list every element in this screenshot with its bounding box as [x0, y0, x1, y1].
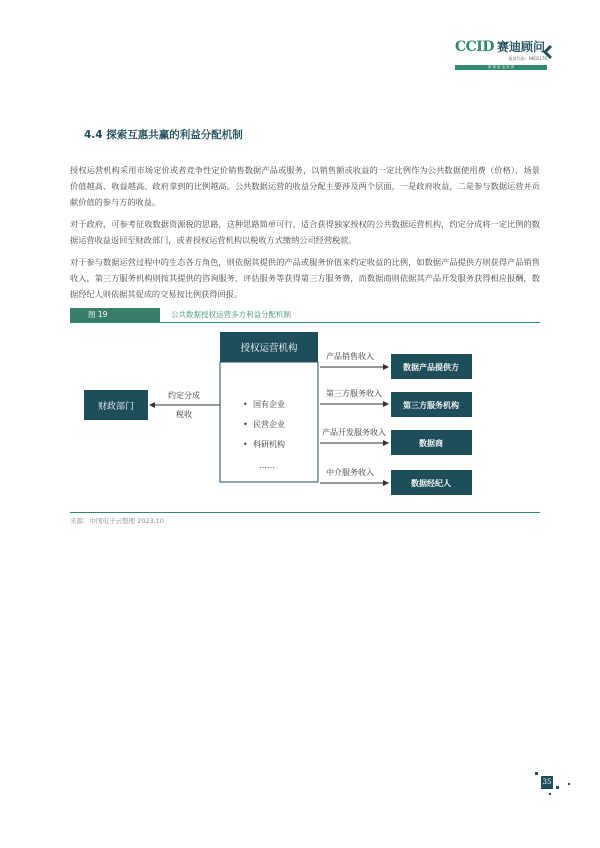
entity-item: 国有企业: [253, 400, 285, 409]
target-label: 数据经纪人: [411, 479, 451, 488]
logo-slogan: 咨 询 创 造 世 界: [455, 65, 547, 70]
stock-code: 股票代码：HK02176: [508, 56, 547, 61]
income-label: 第三方服务收入: [326, 389, 382, 398]
tax-label: 税收: [176, 410, 192, 419]
entity-item: ……: [259, 461, 275, 470]
bullet-icon: •: [243, 400, 248, 409]
target-label: 数据产品提供方: [403, 363, 459, 372]
logo-cn-text: 赛迪顾问: [496, 40, 545, 54]
decor-dot: [549, 793, 551, 795]
logo-en-text: CCID: [455, 39, 494, 55]
split-label: 约定分成: [168, 391, 200, 400]
brand-logo: [455, 38, 547, 70]
source-note: 来源：中国电子云整理 2023.10: [70, 517, 164, 525]
bullet-icon: •: [243, 420, 248, 429]
entity-item: 民营企业: [253, 420, 285, 429]
figure-header: [70, 308, 540, 323]
income-label: 产品销售收入: [326, 352, 374, 361]
section-title: 4.4 探索互惠共赢的利益分配机制: [84, 129, 243, 141]
source-divider: [70, 512, 540, 513]
target-label: 第三方服务机构: [403, 401, 459, 410]
decor-dot: [568, 783, 570, 785]
figure-number: 图 19: [70, 308, 160, 322]
chevron-left-icon: [541, 44, 557, 60]
decor-dot: [556, 786, 559, 789]
operator-label: 授权运营机构: [240, 343, 298, 354]
paragraph: 对于政府，可参考征收数据资源税的思路，这种思路简单可行，适合获得独家授权的公共数据运营机构，约定分成将一定比例的数据运营收益返回至财政部门，或者授权运营机构以税收方式缴纳公司经营税款。: [70, 219, 540, 245]
income-label: 中介服务收入: [326, 468, 374, 477]
bullet-icon: •: [243, 440, 248, 449]
finance-label: 财政部门: [97, 402, 135, 412]
target-label: 数据商: [419, 439, 443, 448]
income-label: 产品开发服务收入: [322, 428, 386, 437]
figure-title: 公共数据授权运营多方利益分配机制: [171, 310, 291, 319]
paragraph: 对于参与数据运营过程中的生态各方角色，则依据其提供的产品或服务价值来约定收益的比例，如数据产品提供方则获得产品销售收入，第三方服务机构则按其提供的咨询服务、评估服务等获得第三方服务费，而数据商则依据其产品开发服务获得相应报酬，数据经纪人则依据其促成的交易按比例获得回报。: [70, 257, 540, 299]
page-number: 35: [541, 776, 553, 789]
decor-dot: [535, 772, 538, 775]
paragraph: 授权运营机构采用市场定价或者竞争性定价销售数据产品或服务，以销售额或收益的一定比例作为公共数据使用费（价格），场景价值越高、收益越高、政府拿到的比例越高。公共数据运营的收益分配主要涉及两个层面，一是政府收益，二是参与数据运营并贡献价值的参与方的收益。: [70, 165, 540, 207]
entity-item: 科研机构: [253, 440, 285, 449]
distribution-diagram: [70, 325, 540, 505]
